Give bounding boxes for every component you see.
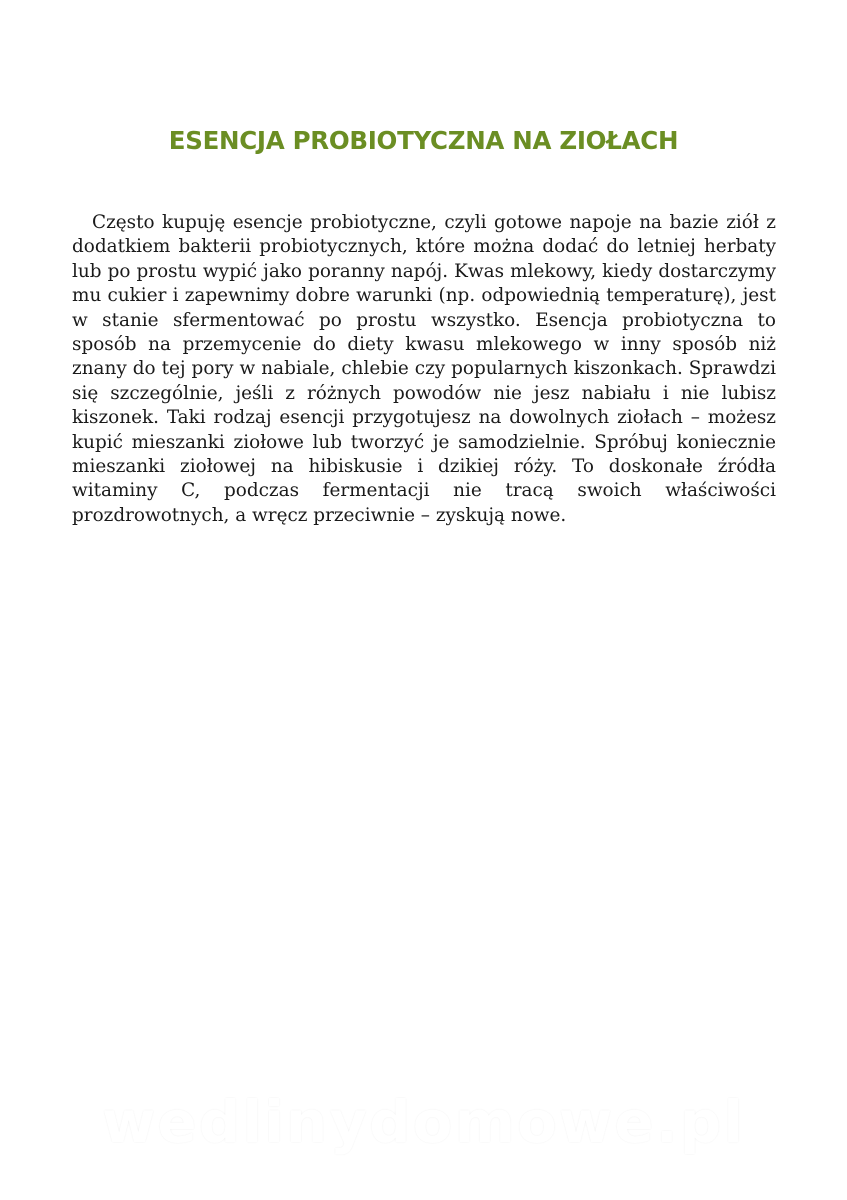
watermark-logo: wedlinydomowe.pl bbox=[101, 1088, 746, 1156]
body-paragraph: Często kupuję esencje probiotyczne, czyli gotowe napoje na bazie ziół z dodatkiem bakterii probiotycznych, które można dodać do letniej herbaty lub po prostu wypić jako poranny napój. Kwas mlekowy, kiedy dostarczymy mu cukier i zapewnimy dobre warunki (np. odpowiednią temperaturę), jest w stanie sfermentować po prostu wszystko. Esencja probiotyczna to sposób na przemycenie do diety kwasu mlekowego w inny sposób niż znany do tej pory w nabiale, chlebie czy popularnych kiszonkach. Sprawdzi się szczególnie, jeśli z różnych powodów nie jesz nabiału i nie lubisz kiszonek. Taki rodzaj esencji przygotujesz na dowolnych ziołach – możesz kupić mieszanki ziołowe lub tworzyć je samodzielnie. Spróbuj koniecznie mieszanki ziołowej na hibiskusie i dzikiej róży. To doskonałe źródła witaminy C, podczas fermentacji nie tracą swoich właściwości prozdrowotnych, a wręcz przeciwnie – zyskują nowe. bbox=[72, 212, 776, 526]
document-title: ESENCJA PROBIOTYCZNA NA ZIOŁACH bbox=[168, 126, 679, 155]
